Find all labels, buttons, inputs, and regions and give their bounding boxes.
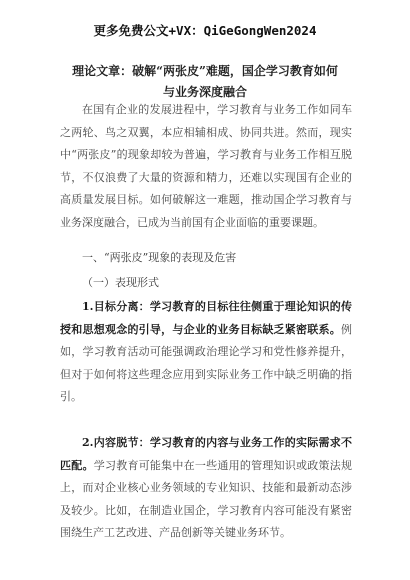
point-2-lead: 2.内容脱节：学习教育的内容与业务工作的实际需求不匹配。 [60, 436, 352, 472]
point-2-paragraph [60, 432, 352, 545]
point-1-body: 例如，学习教育活动可能强调政治理论学习和党性修养提升，但对于如何将这些理念应用到实际业务工作中缺乏明确的指引。 [60, 322, 352, 403]
watermark-header: 更多免费公文+VX：QiGeGongWen2024 [93, 23, 317, 38]
point-1-paragraph [60, 296, 352, 409]
point-1-lead: 1.目标分离：学习教育的目标往往侧重于理论知识的传授和思想观念的引导，与企业的业务目标缺乏紧密联系。 [60, 300, 352, 336]
article-title: 理论文章：破解“两张皮”难题，国企学习教育如何与业务深度融合 [72, 64, 338, 99]
subsection-heading: （一）表现形式 [82, 276, 159, 289]
point-2-body: 学习教育可能集中在一些通用的管理知识或政策法规上，而对企业核心业务领域的专业知识、技能和最新动态涉及较少。比如，在制造业国企，学习教育内容可能没有紧密围绕生产工艺改进、产品创新等关键业务环节。 [60, 458, 353, 539]
section-heading: 一、“两张皮”现象的表现及危害 [82, 251, 237, 264]
intro-paragraph: 在国有企业的发展进程中，学习教育与业务工作如同车之两轮、鸟之双翼，本应相辅相成、协同共进。然而，现实中“两张皮”的现象却较为普遍，学习教育与业务工作相互脱节，不仅浪费了大量的资源和精力，还难以实现国有企业的高质量发展目标。如何破解这一难题，推动国企学习教育与业务深度融合，已成为当前国有企业面临的重要课题。 [60, 103, 352, 229]
